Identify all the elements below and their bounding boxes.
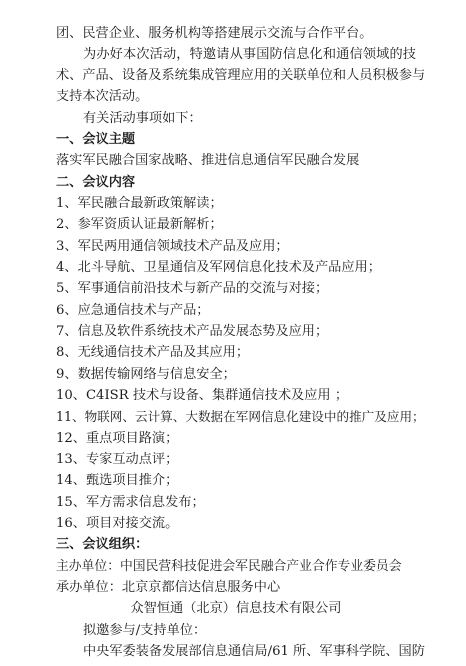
section-heading: 三、会议组织： [56, 537, 149, 552]
paragraph-line: 支持本次活动。 [56, 89, 149, 104]
section-heading: 一、会议主题 [56, 132, 136, 147]
list-item: 11、物联网、云计算、大数据在军网信息化建设中的推广及应用； [56, 409, 425, 424]
paragraph-line: 为办好本次活动，特邀请从事国防信息化和通信领域的技 [83, 47, 416, 62]
paragraph-line: 落实军民融合国家战略、推进信息通信军民融合发展 [56, 153, 360, 168]
list-item: 13、专家互动点评； [56, 452, 179, 467]
list-item: 9、数据传输网络与信息安全； [56, 367, 236, 382]
paragraph-line: 术、产品、设备及系统集成管理应用的关联单位和人员积极参与 [56, 68, 426, 83]
list-item: 1、军民融合最新政策解读； [56, 196, 223, 211]
paragraph-line: 中央军委装备发展部信息通信局/61 所、军事科学院、国防 [83, 644, 425, 659]
list-item: 7、信息及软件系统技术产品发展态势及应用； [56, 324, 329, 339]
list-item: 15、军方需求信息发布； [56, 495, 205, 510]
paragraph-line: 团、民营企业、服务机构等搭建展示交流与合作平台。 [56, 26, 373, 41]
list-item: 14、甄选项目推介； [56, 473, 179, 488]
list-item: 6、应急通信技术与产品； [56, 303, 210, 318]
paragraph-line: 拟邀参与/支持单位： [83, 623, 207, 638]
list-item: 5、军事通信前沿技术与新产品的交流与对接； [56, 281, 329, 296]
list-item: 10、C4ISR 技术与设备、集群通信技术及应用 ； [56, 388, 349, 403]
list-item: 4、北斗导航、卫星通信及军网信息化技术及产品应用； [56, 260, 381, 275]
paragraph-line: 有关活动事项如下： [83, 111, 202, 126]
list-item: 3、军民两用通信领域技术产品及应用； [56, 239, 289, 254]
list-item: 12、重点项目路演； [56, 431, 179, 446]
co-organizer-line: 众智恒通（北京）信息技术有限公司 [130, 601, 342, 616]
organizer-line: 主办单位：中国民营科技促进会军民融合产业合作专业委员会 [56, 559, 402, 574]
list-item: 2、参军资质认证最新解析； [56, 217, 223, 232]
co-organizer-line: 承办单位：北京京都信达信息服务中心 [56, 580, 281, 595]
list-item: 8、无线通信技术产品及其应用； [56, 345, 250, 360]
section-heading: 二、会议内容 [56, 175, 136, 190]
list-item: 16、项目对接交流。 [56, 516, 179, 531]
